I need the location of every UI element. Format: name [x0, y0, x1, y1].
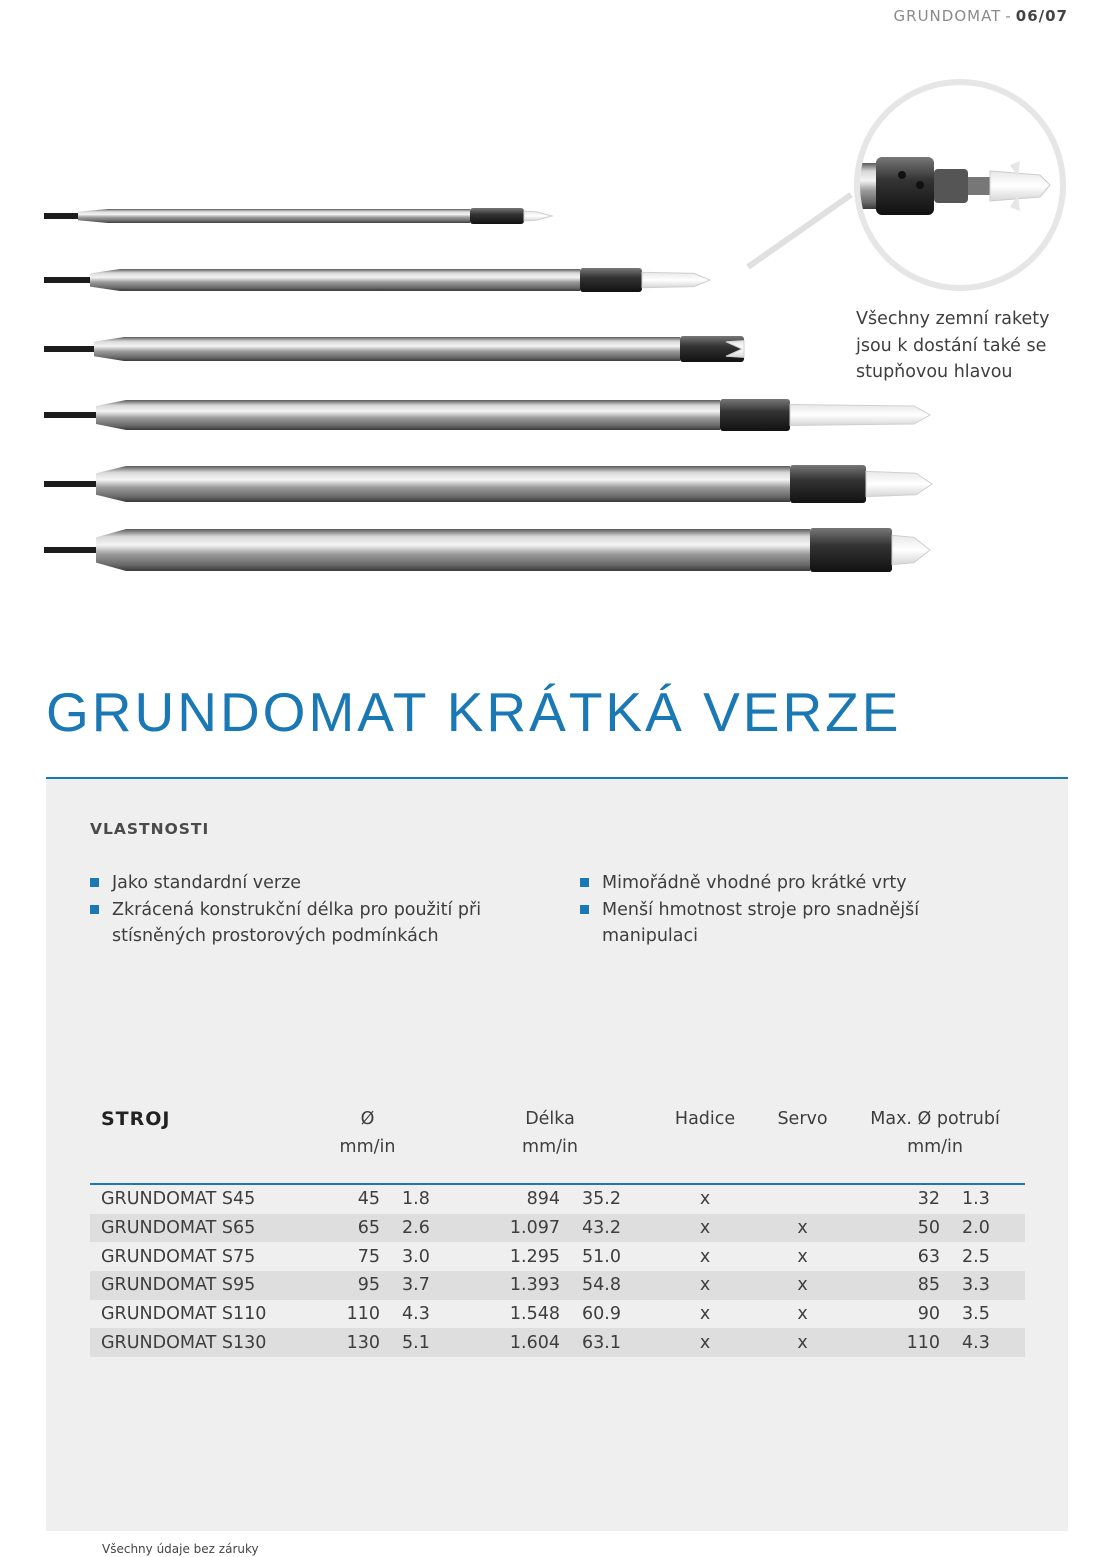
- rocket-body-4: [96, 466, 790, 502]
- col-header-diameter: Ø mm/in: [339, 1109, 396, 1157]
- rocket-tip-5: [892, 535, 930, 564]
- features-list-left: [90, 870, 510, 950]
- rocket-hose-3: [44, 412, 100, 418]
- col-header-pipe: Max. Ø potrubí mm/in: [870, 1109, 1000, 1157]
- rocket-tip-4: [866, 471, 932, 496]
- stepped-head-detail: [860, 85, 1060, 285]
- table-row: GRUNDOMAT S65 65 2.6 1.097 43.2 x x 50 2.0: [90, 1214, 1025, 1243]
- rocket-body-3: [96, 400, 720, 430]
- header-separator: -: [1005, 7, 1012, 25]
- spec-table: [90, 1105, 1025, 1357]
- header-brand: GRUNDOMAT: [893, 7, 1002, 25]
- rocket-hose-4: [44, 481, 100, 487]
- col-header-hose: Hadice: [674, 1109, 736, 1129]
- rocket-tip-0: [524, 211, 552, 221]
- table-row: GRUNDOMAT S110 110 4.3 1.548 60.9 x x 90 3.5: [101, 1304, 990, 1325]
- features-list-right: [580, 870, 1000, 950]
- rocket-head-2: [680, 336, 744, 362]
- bullet-square-icon: [580, 905, 589, 914]
- rocket-body-2: [94, 337, 680, 361]
- rocket-hose-5: [44, 547, 100, 553]
- feature-item: Jako standardní verze: [90, 870, 510, 897]
- rocket-hose-1: [44, 277, 94, 283]
- table-row: GRUNDOMAT S75 75 3.0 1.295 51.0 x x 63 2.5: [101, 1246, 990, 1267]
- rocket-hose-2: [44, 346, 98, 352]
- table-row: GRUNDOMAT S95 95 3.7 1.393 54.8 x x 85 3.3: [90, 1271, 1025, 1300]
- rocket-body-5: [96, 529, 810, 571]
- rocket-body-1: [90, 269, 580, 291]
- stepped-head-callout: Všechny zemní rakety jsou k dostání také se stupňovou hlavou: [856, 309, 1050, 382]
- rocket-body-0: [78, 209, 470, 223]
- bullet-square-icon: [90, 878, 99, 887]
- rocket-hose-0: [44, 213, 82, 219]
- rocket-head-4: [790, 465, 866, 503]
- col-header-length: Délka mm/in: [522, 1109, 578, 1157]
- page-title: GRUNDOMAT KRÁTKÁ VERZE: [46, 681, 902, 743]
- feature-item: Zkrácená konstrukční délka pro použití při stísněných prostorových podmínkách: [90, 897, 510, 950]
- rocket-tip-3: [790, 405, 930, 426]
- col-header-servo: Servo: [777, 1109, 828, 1129]
- table-row: GRUNDOMAT S130 130 5.1 1.604 63.1 x x 110 4.3: [90, 1328, 1025, 1357]
- feature-item: Mimořádně vhodné pro krátké vrty: [580, 870, 1000, 897]
- table-row: GRUNDOMAT S45 45 1.8 894 35.2 x 32 1.3: [101, 1189, 990, 1210]
- feature-item: Menší hmotnost stroje pro snadnější manipulaci: [580, 897, 1000, 950]
- table-header-row: [90, 1105, 1025, 1184]
- footnote: Všechny údaje bez záruky: [102, 1542, 259, 1556]
- rocket-head-0: [470, 208, 524, 224]
- bullet-square-icon: [90, 905, 99, 914]
- bullet-square-icon: [580, 878, 589, 887]
- rocket-tip-1: [642, 272, 710, 287]
- features-heading: VLASTNOSTI: [90, 820, 210, 838]
- page-number: 06/07: [1015, 7, 1068, 25]
- zoom-detail-circle: [854, 79, 1066, 291]
- rocket-head-1: [580, 268, 642, 292]
- rocket-head-3: [720, 399, 790, 431]
- rocket-head-5: [810, 528, 892, 572]
- col-header-machine: STROJ: [101, 1108, 171, 1130]
